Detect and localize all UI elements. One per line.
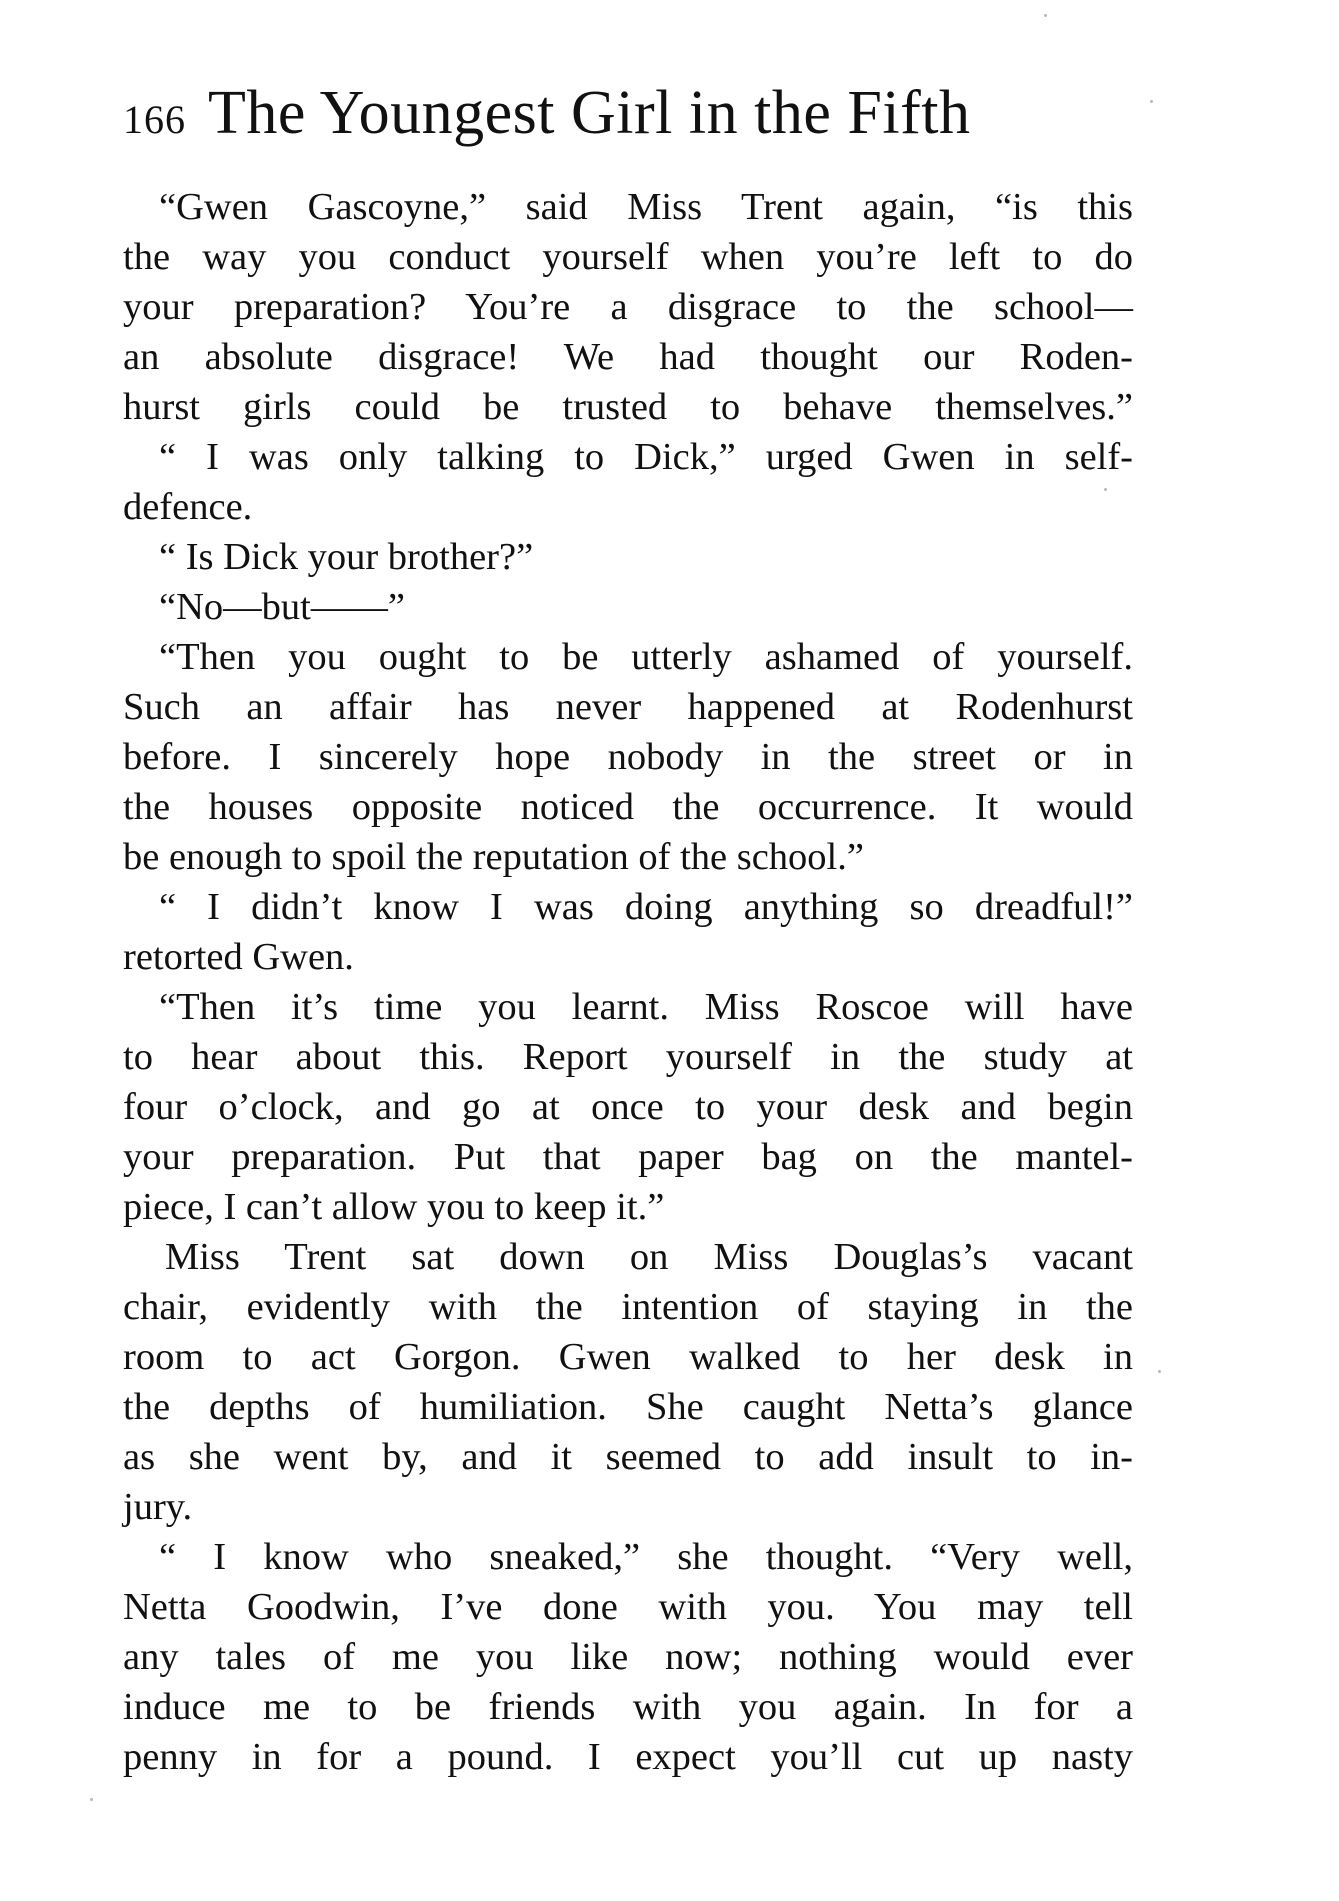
page-header	[123, 78, 1123, 158]
body-text	[123, 182, 1133, 1782]
text-line: “ I didn’t know I was doing anything so dreadful!”	[159, 886, 1133, 928]
text-line: defence.	[123, 486, 253, 528]
text-line: the way you conduct yourself when you’re left to do	[123, 236, 1133, 278]
text-line: “ I was only talking to Dick,” urged Gwen in self-	[159, 436, 1133, 478]
paper-speck	[1044, 14, 1047, 17]
text-line: Such an affair has never happened at Rodenhurst	[123, 686, 1133, 728]
text-line: room to act Gorgon. Gwen walked to her desk in	[123, 1336, 1133, 1378]
running-title: The Youngest Girl in the Fifth	[208, 79, 971, 147]
text-line: “ I know who sneaked,” she thought. “Very well,	[159, 1536, 1133, 1578]
text-line: “No—but——”	[159, 586, 405, 628]
text-line: piece, I can’t allow you to keep it.”	[123, 1186, 665, 1228]
paper-speck	[1158, 1370, 1161, 1373]
text-line: hurst girls could be trusted to behave themselves.”	[123, 386, 1133, 428]
text-line: induce me to be friends with you again. In for a	[123, 1686, 1133, 1728]
text-line: penny in for a pound. I expect you’ll cut up nasty	[123, 1736, 1133, 1778]
paper-speck	[1104, 488, 1107, 491]
text-line: Miss Trent sat down on Miss Douglas’s vacant	[165, 1236, 1133, 1278]
text-line: an absolute disgrace! We had thought our Roden-	[123, 336, 1133, 378]
text-line: be enough to spoil the reputation of the school.”	[123, 836, 864, 878]
text-line: “Then it’s time you learnt. Miss Roscoe will have	[159, 986, 1133, 1028]
text-line: “Gwen Gascoyne,” said Miss Trent again, “is this	[159, 186, 1133, 228]
text-line: any tales of me you like now; nothing would ever	[123, 1636, 1133, 1678]
text-line: “Then you ought to be utterly ashamed of yourself.	[159, 636, 1133, 678]
text-line: as she went by, and it seemed to add insult to in-	[123, 1436, 1133, 1478]
text-line: to hear about this. Report yourself in the study at	[123, 1036, 1133, 1078]
text-line: jury.	[123, 1486, 193, 1528]
page-number: 166	[123, 97, 186, 142]
text-line: the depths of humiliation. She caught Netta’s glance	[123, 1386, 1133, 1428]
text-line: the houses opposite noticed the occurrence. It would	[123, 786, 1133, 828]
text-line: your preparation. Put that paper bag on the mantel-	[123, 1136, 1133, 1178]
paper-speck	[1150, 100, 1153, 103]
text-line: “ Is Dick your brother?”	[159, 536, 534, 578]
paper-speck	[90, 1798, 93, 1801]
text-line: four o’clock, and go at once to your desk and begin	[123, 1086, 1133, 1128]
text-line: Netta Goodwin, I’ve done with you. You may tell	[123, 1586, 1133, 1628]
text-line: chair, evidently with the intention of staying in the	[123, 1286, 1133, 1328]
text-line: retorted Gwen.	[123, 936, 354, 978]
text-line: before. I sincerely hope nobody in the street or in	[123, 736, 1133, 778]
text-line: your preparation? You’re a disgrace to the school—	[123, 286, 1133, 328]
